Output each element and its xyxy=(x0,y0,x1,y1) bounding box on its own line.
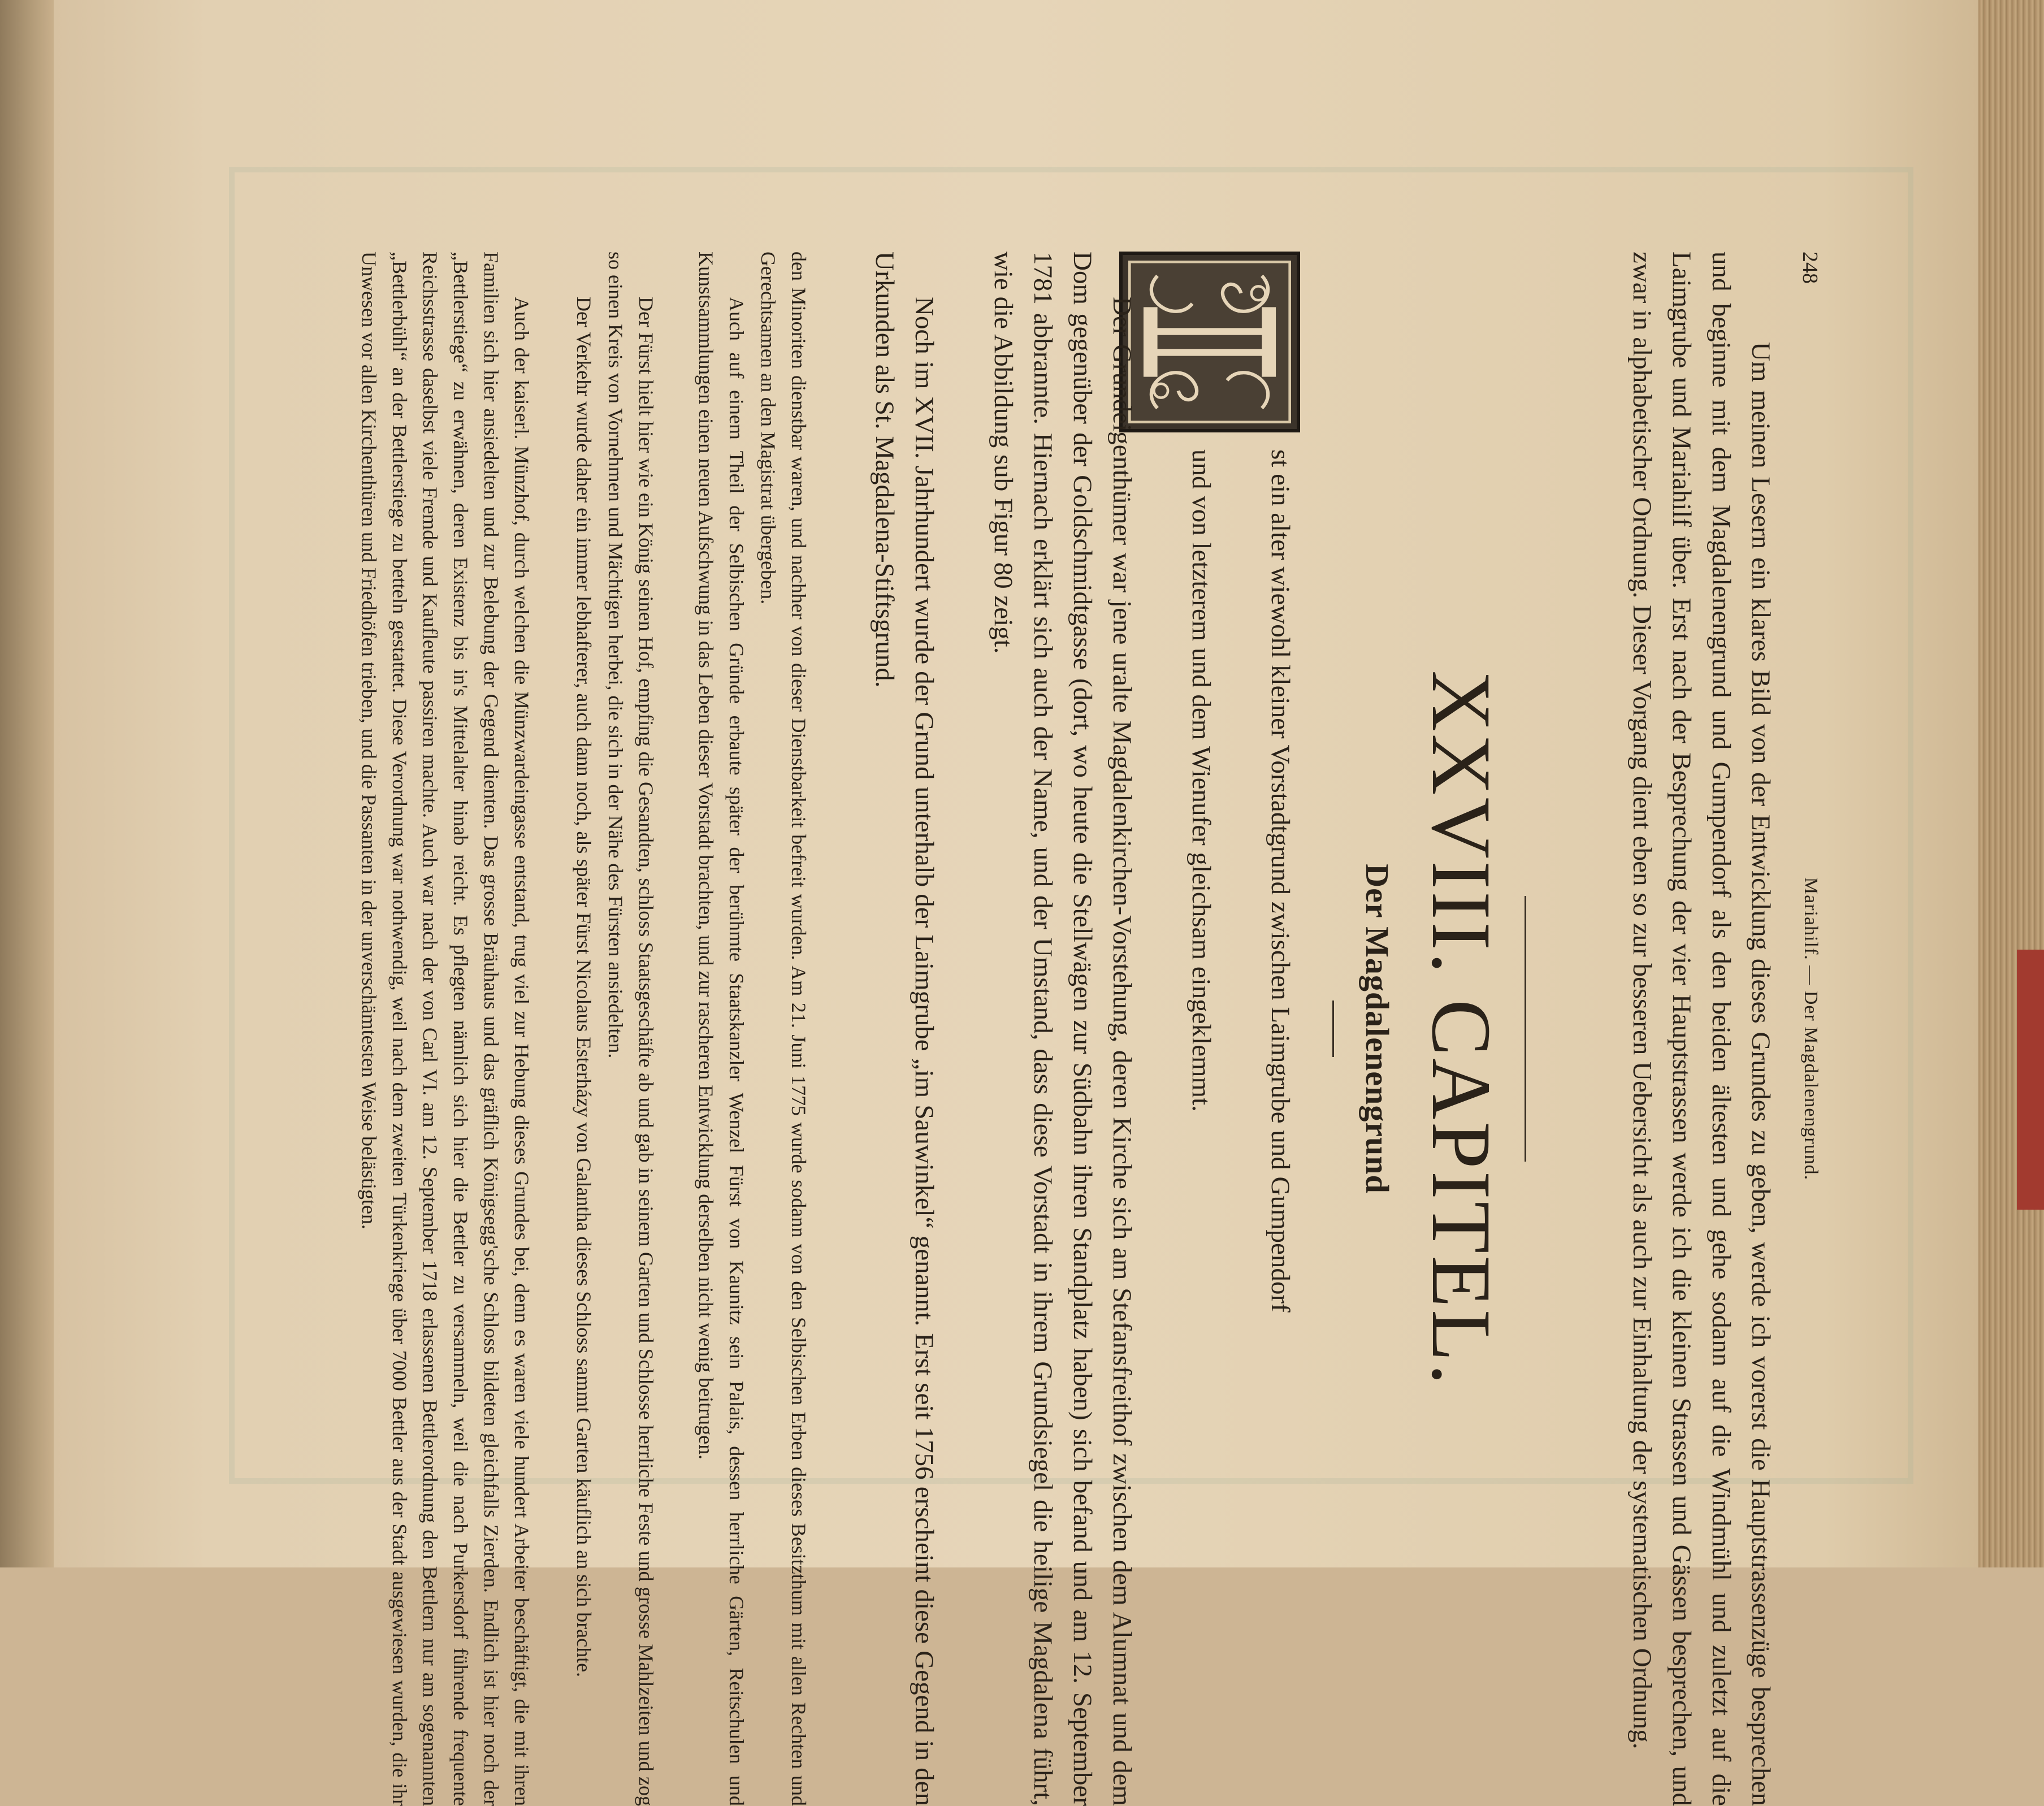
intro-paragraph: Um meinen Lesern ein klares Bild von der Entwicklung dieses Grundes zu geben, werde ich vorerst die Hauptstrassenzüge besprechen und beginne mit dem Magdalenengrund und Gumpendorf als den beiden ältesten und gehe sodann auf die Windmühl und zuletzt auf die Laimgrube und Mariahilf über. Erst nach der Besprechung der vier Hauptstrassen werde ich die kleinen Strassen und Gässen besprechen, und zwar in alphabetischer Ordnung. Dieser Vorgang dient eben so zur besseren Uebersicht als auch zur Einhaltung der systematischen Ordnung. xyxy=(1627,252,1775,1806)
running-title: Mariahilf. — Der Magdalenengrund. xyxy=(1800,877,1821,1181)
paragraph-minoriten: den Minoriten dienstbar waren, und nachher von dieser Dienstbarkeit befreit wurden. Am 21. Juni 1775 wurde sodann von den Selbischen Erben dieses Besitzthum mit allen Rechten und Gerechtsamen an den Magistrat übergeben. xyxy=(757,252,810,1806)
paragraph-verkehr: Der Verkehr wurde daher ein immer lebhafterer, auch dann noch, als später Fürst Nicolaus Esterházy von Galantha dieses Schloss sammt Garten käuflich an sich brachte. xyxy=(573,297,595,1678)
first-paragraph-line2: und von letzterem und dem Wienufer gleichsam eingeklemmt. xyxy=(1186,449,1216,1112)
page-fore-edge xyxy=(1978,0,2044,1567)
page-header xyxy=(1786,252,1826,1806)
paragraph-grundeigenthuemer: Der Grundeigenthümer war jene uralte Magdalenkirchen-Vorstehung, deren Kirche sich am Stefansfreithof zwischen dem Alumnat und dem Dom gegenüber der Goldschmidtgasse (dort, wo heute die Stellwägen zur Südbahn ihren Standplatz haben) sich befand und am 12. September 1781 abbrannte. Hiernach erklärt sich auch der Name, und der Umstand, dass diese Vorstadt in ihrem Grundsiegel die heilige Magdalena führt, wie die Abbildung sub Figur 80 zeigt. xyxy=(989,252,1137,1806)
rotated-text-block xyxy=(358,252,1826,1806)
first-paragraph-line1: st ein alter wiewohl kleiner Vorstadtgrund zwischen Laimgrube und Gumpendorf xyxy=(1266,449,1295,1313)
section-title: Der Magdalenengrund xyxy=(1359,864,1396,1194)
section-rule xyxy=(1332,1001,1334,1057)
ornament-initial-icon xyxy=(1123,255,1297,429)
decorated-initial-letter xyxy=(1119,252,1300,432)
book-spine-shadow xyxy=(0,0,54,1567)
paragraph-muenzhof: Auch der kaiserl. Münzhof, durch welchen die Münzwardeingasse entstand, trug viel zur Hebung dieses Grundes bei, denn es waren viele hundert Arbeiter beschäftigt, die mit ihren Familien sich hier ansiedelten und zur Belebung der Gegend dienten. Das grosse Bräuhaus und das gräflich Königsegg'sche Schloss bildeten gleichfalls Zierden. Endlich ist hier noch der „Bettlerstiege“ zu erwähnen, deren Existenz bis in's Mittelalter hinab reicht. Es pflegten nämlich sich hier die Bettler zu versammeln, weil die nach Purkersdorf führende frequente Reichsstrasse daselbst viele Fremde und Kaufleute passiren machte. Auch war nach der von Carl VI. am 12. September 1718 erlassenen Bettlerordnung den Bettlern nur am sogenannten „Bettlerbühl“ an der Bettlerstiege zu betteln gestattet. Diese Verordnung war nothwendig, weil nach dem zweiten Türkenkriege über 7000 Bettler aus der Stadt ausgewiesen wurden, die ihr Unwesen vor allen Kirchenthüren und Friedhöfen trieben, und die Passanten in der unverschämtesten Weise belästigten. xyxy=(358,252,533,1806)
separator-rule xyxy=(1525,896,1526,1162)
paragraph-fuerst: Der Fürst hielt hier wie ein König seinen Hof, empfing die Gesandten, schloss Staatsgeschäfte ab und gab in seinem Garten und Schlosse herrliche Feste und grosse Mahlzeiten und zog so einen Kreis von Vornehmen und Mächtigen herbei, die sich in der Nähe des Fürsten ansiedelten. xyxy=(604,252,657,1806)
red-bookmark-edge xyxy=(2017,950,2044,1210)
paragraph-kaunitz: Auch auf einem Theil der Selbischen Gründe erbaute später der berühmte Staatskanzler Wenzel Fürst von Kaunitz sein Palais, dessen herrliche Gärten, Reitschulen und Kunstsammlungen einen neuen Aufschwung in das Leben dieser Vorstadt brachten, und zur rascheren Entwicklung derselben nicht wenig beitrugen. xyxy=(695,252,748,1806)
chapter-title: XXVIII. CAPITEL. xyxy=(1414,670,1508,1387)
paragraph-xvii-jahrhundert: Noch im XVII. Jahrhundert wurde der Grund unterhalb der Laimgrube „im Sauwinkel“ genannt. Erst seit 1756 erscheint diese Gegend in den Urkunden als St. Magdalena-Stiftsgrund. xyxy=(870,252,939,1806)
page-number: 248 xyxy=(1798,252,1822,284)
